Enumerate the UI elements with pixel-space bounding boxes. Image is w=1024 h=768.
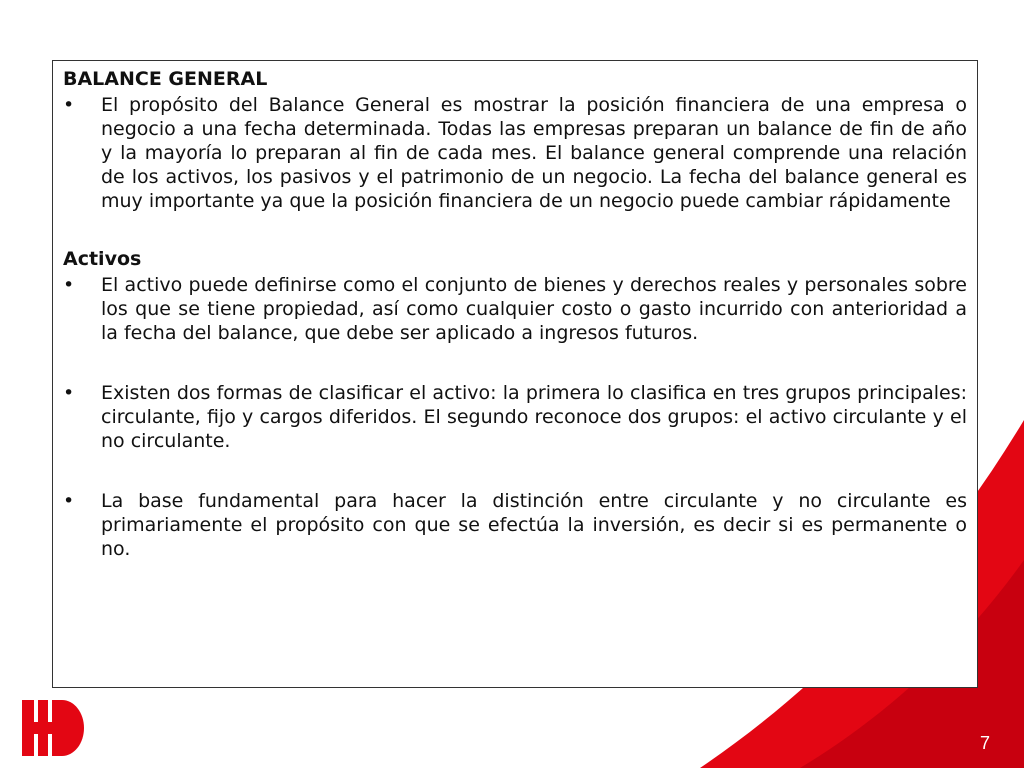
bullet-symbol: • [63,94,75,116]
section-title: Activos [63,248,142,270]
list-item [63,273,967,345]
page-number: 7 [979,733,990,753]
bullet-text: El activo puede definirse como el conjunto de bienes y derechos reales y personales sobre los que se tiene propiedad, así como cualquier costo o gasto incurrido con anterioridad a la fecha del balance, que debe ser aplicado a ingresos futuros. [101,274,967,344]
intro-paragraph: El propósito del Balance General es mostrar la posición financiera de una empresa o negocio a una fecha determinada. Todas las empresas preparan un balance de fin de año y la mayoría lo preparan al fin de cada mes. El balance general comprende una relación de los activos, los pasivos y el patrimonio de un negocio. La fecha del balance general es muy importante ya que la posición financiera de un negocio puede cambiar rápidamente [101,94,967,212]
bullet-text: Existen dos formas de clasificar el activo: la primera lo clasifica en tres grupos principales: circulante, fijo y cargos diferidos. El segundo reconoce dos grupos: el activo circulante y el no circulante. [101,382,967,452]
list-item [63,93,967,213]
bullet-symbol: • [63,274,75,296]
content-panel [52,60,978,688]
brand-logo-icon [22,700,84,756]
bullet-symbol: • [63,382,75,404]
bullet-text: La base fundamental para hacer la distinción entre circulante y no circulante es primariamente el propósito con que se efectúa la inversión, es decir si es permanente o no. [101,490,967,560]
page-title: BALANCE GENERAL [63,68,268,90]
list-item [63,381,967,453]
bullet-symbol: • [63,490,75,512]
list-item [63,489,967,561]
